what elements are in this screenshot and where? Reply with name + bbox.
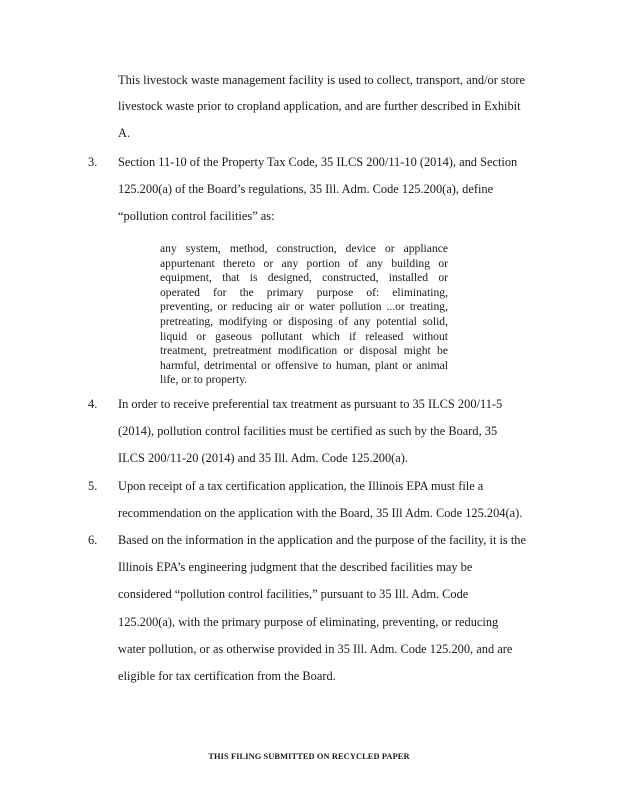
quote-line: equipment, that is designed, constructed, installed or [160, 271, 448, 285]
paragraph-line: recommendation on the application with the Board, 35 Ill Adm. Code 125.204(a). [118, 506, 523, 520]
paragraph-number: 3. [88, 155, 98, 169]
paragraph-line: (2014), pollution control facilities must be certified as such by the Board, 35 [118, 424, 498, 438]
quote-line: any system, method, construction, device or appliance [160, 242, 448, 255]
quote-line: pretreating, modifying or disposing of any potential solid, [160, 314, 448, 328]
paragraph-line: Based on the information in the application and the purpose of the facility, it is the [118, 533, 526, 547]
intro-line: A. [118, 126, 131, 140]
paragraph-number: 4. [88, 397, 98, 411]
paragraph-line: In order to receive preferential tax treatment as pursuant to 35 ILCS 200/11-5 [118, 397, 503, 411]
quote-line: liquid or gaseous pollutant which if released without [160, 329, 448, 343]
paragraph-line: water pollution, or as otherwise provided in 35 Ill. Adm. Code 125.200, and are [118, 642, 513, 656]
paragraph-line: ILCS 200/11-20 (2014) and 35 Ill. Adm. Code 125.200(a). [118, 451, 408, 465]
paragraph-number: 5. [88, 479, 98, 493]
paragraph-line: considered “pollution control facilities,” pursuant to 35 Ill. Adm. Code [118, 587, 469, 601]
paragraph-number: 6. [88, 533, 98, 547]
paragraph-line: eligible for tax certification from the Board. [118, 669, 336, 683]
paragraph-line: 125.200(a) of the Board’s regulations, 35 Ill. Adm. Code 125.200(a), define [118, 182, 494, 196]
paragraph-line: “pollution control facilities” as: [118, 209, 275, 223]
page-footer: THIS FILING SUBMITTED ON RECYCLED PAPER [208, 752, 410, 761]
quote-line: harmful, detrimental or offensive to human, plant or animal [160, 358, 448, 372]
paragraph-line: 125.200(a), with the primary purpose of eliminating, preventing, or reducing [118, 615, 499, 629]
quote-line: appurtenant thereto or any portion of any building or [160, 256, 448, 270]
paragraph-line: Illinois EPA’s engineering judgment that the described facilities may be [118, 560, 473, 574]
intro-line: livestock waste prior to cropland application, and are further described in Exhibit [118, 99, 521, 113]
quote-line: treatment, pretreatment modification or disposal might be [160, 344, 448, 358]
paragraph-line: Upon receipt of a tax certification application, the Illinois EPA must file a [118, 479, 484, 493]
quote-line: life, or to property. [160, 373, 248, 387]
paragraph-line: Section 11-10 of the Property Tax Code, 35 ILCS 200/11-10 (2014), and Section [118, 155, 518, 169]
quote-line: preventing, or reducing air or water pollution ...or treating, [160, 300, 448, 314]
intro-line: This livestock waste management facility is used to collect, transport, and/or store [118, 73, 526, 87]
quote-line: operated for the primary purpose of: eliminating, [160, 285, 448, 299]
block-quote [160, 242, 448, 388]
